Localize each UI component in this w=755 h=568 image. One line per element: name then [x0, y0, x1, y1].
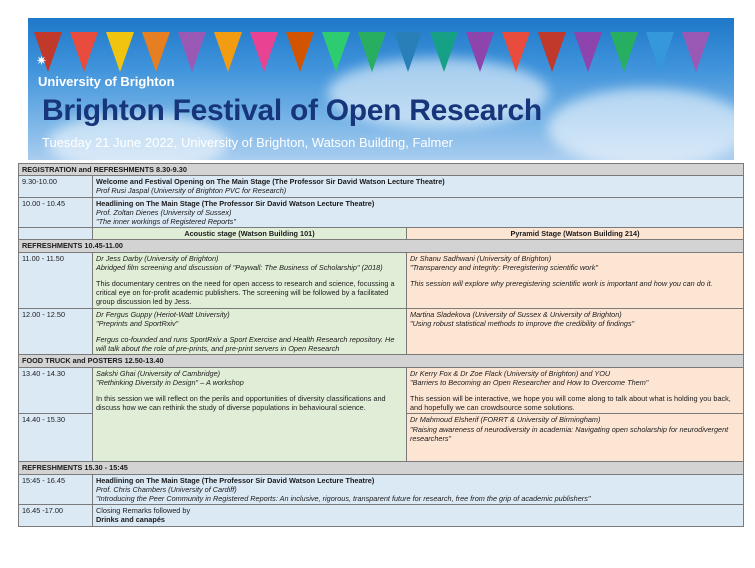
session-description: Fergus co-founded and runs SportRxiv a Sport Exercise and Health Research repository. He will talk about the role of pre-prints, and pre-print servers in Open Research: [96, 335, 395, 354]
acoustic-session-cell: [93, 367, 407, 462]
bunting-flag: [646, 32, 674, 72]
time-cell: 14.40 - 15.30: [19, 414, 93, 462]
session-description: This session will explore why preregistering scientific work is important and how you can do it.: [410, 279, 713, 289]
bunting-flag: [106, 32, 134, 72]
acoustic-session-cell: [93, 252, 407, 308]
time-cell: [19, 228, 93, 240]
bunting-flag: [502, 32, 530, 72]
time-cell: 16.45 -17.00: [19, 505, 93, 526]
headline1-row: [19, 197, 744, 228]
session-speaker: Dr Jess Darby (University of Brighton): [96, 253, 219, 263]
section-heading: REFRESHMENTS 10.45-11.00: [19, 240, 744, 252]
session-talk-title: "Using robust statistical methods to improve the credibility of findings": [410, 318, 635, 328]
session-talk-title: "Raising awareness of neurodiversity in academia: Navigating open scholarship for neurodivergent researchers": [410, 424, 729, 443]
session-title: Headlining on The Main Stage (The Professor Sir David Watson Lecture Theatre): [96, 198, 375, 208]
session-speaker: Prof. Zoltan Dienes (University of Sussex): [96, 207, 232, 217]
session-description: This documentary centres on the need for open access to research and science, focussing a critical eye on for-profit academic publishers. The screening will be followed by a facilitated group discussion led by Jess.: [96, 279, 395, 307]
bunting-flag: [466, 32, 494, 72]
section-heading: REFRESHMENTS 15.30 - 15:45: [19, 462, 744, 474]
session-talk-title: "Transparency and integrity: Preregistering scientific work": [410, 262, 598, 272]
section-heading: FOOD TRUCK and POSTERS 12.50-13.40: [19, 355, 744, 367]
time-cell: 11.00 - 11.50: [19, 252, 93, 308]
session-talk-title: "Rethinking Diversity in Design" – A workshop: [96, 377, 244, 387]
time-cell: 9.30-10.00: [19, 176, 93, 197]
refreshments1-row: [19, 240, 744, 252]
slot2-row: [19, 308, 744, 355]
food-row: [19, 355, 744, 367]
closing-row: [19, 505, 744, 526]
bunting-flag: [142, 32, 170, 72]
bunting-flag: [358, 32, 386, 72]
closing-remarks: Closing Remarks followed by: [96, 506, 191, 516]
bunting-flag: [178, 32, 206, 72]
session-speaker: Prof Rusi Jaspal (University of Brighton PVC for Research): [96, 186, 287, 196]
acoustic-session-cell: [93, 308, 407, 355]
session-speaker: Prof. Chris Chambers (University of Cardiff): [96, 484, 237, 494]
time-cell: 13.40 - 14.30: [19, 367, 93, 414]
session-talk-title: "The inner workings of Registered Reports": [96, 217, 236, 227]
session-title: Headlining on The Main Stage (The Professor Sir David Watson Lecture Theatre): [96, 475, 375, 485]
refreshments2-row: [19, 462, 744, 474]
session-speaker: Dr Mahmoud Elsherif (FORRT & University of Birmingham): [410, 415, 601, 425]
bunting-flag: [70, 32, 98, 72]
session-cell: [93, 505, 744, 526]
session-talk-title: "Preprints and SportRxiv": [96, 318, 179, 328]
festival-title: Brighton Festival of Open Research: [42, 94, 542, 127]
pyramid-session-cell: [407, 308, 744, 355]
session-description: This session will be interactive, we hope you will come along to talk about what is holding you back, and hopefully we can crowdsource some solutions.: [410, 394, 731, 413]
time-cell: 12.00 - 12.50: [19, 308, 93, 355]
pyramid-session-cell: [407, 414, 744, 462]
pyramid-session-cell: [407, 367, 744, 414]
slot3-row: [19, 367, 744, 414]
time-cell: 10.00 - 10.45: [19, 197, 93, 228]
registration-row: [19, 164, 744, 176]
session-speaker: Dr Kerry Fox & Dr Zoe Flack (University of Brighton) and YOU: [410, 368, 611, 378]
bunting-flag: [610, 32, 638, 72]
section-heading: REGISTRATION and REFRESHMENTS 8.30-9.30: [19, 164, 744, 176]
session-description: In this session we will reflect on the perils and opportunities of diversity classifications and discuss how we can rethink the study of diverse populations in behavioural science.: [96, 394, 386, 413]
drinks-label: Drinks and canapés: [96, 515, 165, 525]
session-cell: [93, 176, 744, 197]
session-speaker: Sakshi Ghai (University of Cambridge): [96, 368, 221, 378]
session-cell: [93, 197, 744, 228]
university-logo-icon: ✷: [36, 53, 47, 68]
session-talk-title: "Introducing the Peer Community in Registered Reports: An inclusive, rigorous, transparent future for research, free from the grip of academic publishers": [96, 494, 591, 504]
session-speaker: Martina Sladekova (University of Sussex & University of Brighton): [410, 309, 622, 319]
session-cell: [93, 474, 744, 505]
session-talk-title: Abridged film screening and discussion of "Paywall: The Business of Scholarship" (2018): [96, 262, 383, 272]
slot1-row: [19, 252, 744, 308]
festival-banner: [28, 18, 734, 160]
bunting-flag: [214, 32, 242, 72]
headline2-row: [19, 474, 744, 505]
festival-date-location: Tuesday 21 June 2022, University of Brighton, Watson Building, Falmer: [42, 135, 453, 150]
bunting-flag: [574, 32, 602, 72]
bunting-flag: [430, 32, 458, 72]
stages-row: [19, 228, 744, 240]
bunting-flag: [250, 32, 278, 72]
session-speaker: Dr Shanu Sadhwani (University of Brighton): [410, 253, 552, 263]
time-cell: 15:45 - 16.45: [19, 474, 93, 505]
bunting-flag: [286, 32, 314, 72]
pyramid-session-cell: [407, 252, 744, 308]
session-title: Welcome and Festival Opening on The Main Stage (The Professor Sir David Watson Lecture Theatre): [96, 177, 445, 187]
bunting-flag: [394, 32, 422, 72]
opening-row: [19, 176, 744, 197]
session-speaker: Dr Fergus Guppy (Heriot-Watt University): [96, 309, 230, 319]
schedule-table: [18, 163, 744, 527]
bunting-flag: [538, 32, 566, 72]
university-name: University of Brighton: [38, 74, 175, 89]
bunting-flag: [322, 32, 350, 72]
acoustic-stage-heading: Acoustic stage (Watson Building 101): [93, 228, 407, 240]
cloud-shape: [548, 88, 734, 160]
session-talk-title: "Barriers to Becoming an Open Researcher and How to Overcome Them": [410, 377, 649, 387]
bunting-flag: [682, 32, 710, 72]
pyramid-stage-heading: Pyramid Stage (Watson Building 214): [407, 228, 744, 240]
